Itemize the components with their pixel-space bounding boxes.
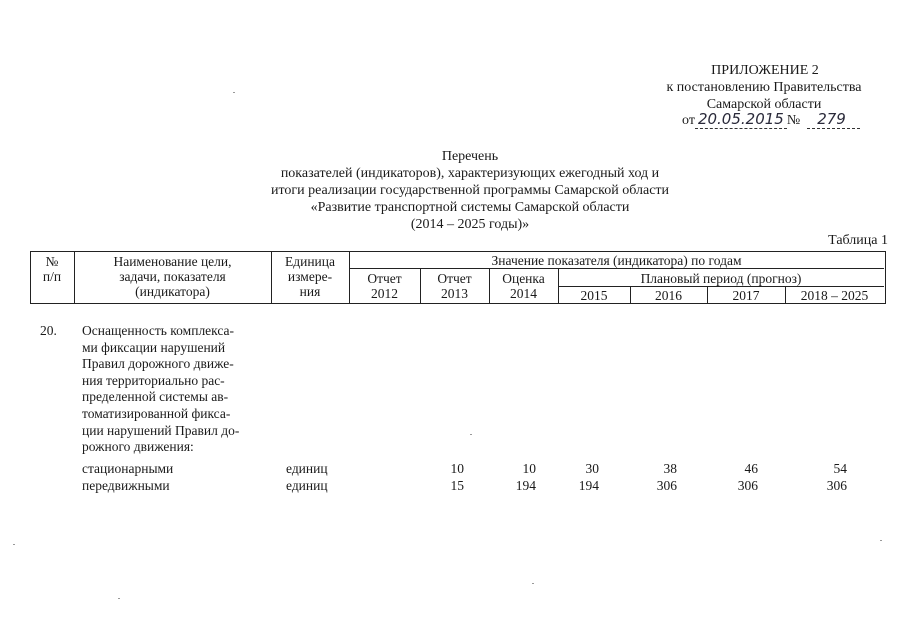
value-2015: 306 bbox=[656, 478, 677, 493]
scan-speck bbox=[233, 92, 235, 93]
appendix-line-region: Самарской области bbox=[706, 97, 822, 112]
value-2012: 10 bbox=[450, 461, 464, 476]
scan-speck bbox=[13, 544, 15, 545]
value-2014: 194 bbox=[578, 478, 599, 493]
handwritten-date: 20.05.2015 bbox=[695, 111, 787, 129]
row-name: Оснащенность комплекса- ми фиксации нарушений Правил дорожного движе- ния территориально рас- пределенной системы ав- томатизированной фикса- ции нарушений Правил до- рожного движения: bbox=[82, 323, 240, 455]
subrow-name: передвижными bbox=[82, 478, 170, 493]
header-report-2012: Отчет 2012 bbox=[367, 271, 402, 301]
document-subtitle-line: показателей (индикаторов), характеризующих ежегодный ход и bbox=[280, 166, 660, 181]
header-unit: Единица измере- ния bbox=[284, 254, 335, 299]
scan-speck bbox=[880, 540, 882, 541]
header-plan-2016: 2016 bbox=[655, 288, 682, 303]
header-plan-group: Плановый период (прогноз) bbox=[640, 271, 802, 286]
value-2016: 306 bbox=[737, 478, 758, 493]
subrow-unit: единиц bbox=[286, 461, 328, 476]
value-2017: 54 bbox=[833, 461, 847, 476]
value-2013: 194 bbox=[515, 478, 536, 493]
document-subtitle-line: (2014 – 2025 годы)» bbox=[410, 217, 530, 232]
header-name: Наименование цели, задачи, показателя (индикатора) bbox=[113, 254, 232, 299]
table-caption: Таблица 1 bbox=[828, 233, 888, 248]
scan-speck bbox=[118, 598, 120, 599]
value-2013: 10 bbox=[522, 461, 536, 476]
appendix-date-number-line bbox=[682, 111, 860, 129]
number-label: № bbox=[786, 113, 801, 128]
appendix-title: ПРИЛОЖЕНИЕ 2 bbox=[711, 63, 819, 78]
value-2015: 38 bbox=[663, 461, 677, 476]
header-num: № п/п bbox=[42, 254, 62, 284]
value-2016: 46 bbox=[744, 461, 758, 476]
row-number: 20. bbox=[40, 323, 57, 338]
document-subtitle-line: «Развитие транспортной системы Самарской области bbox=[310, 200, 630, 215]
header-divider bbox=[349, 268, 884, 269]
header-estimate-2014: Оценка 2014 bbox=[502, 271, 545, 301]
header-divider bbox=[558, 286, 884, 287]
handwritten-number: 279 bbox=[807, 111, 860, 129]
header-plan-2018-2025: 2018 – 2025 bbox=[800, 288, 869, 303]
appendix-line-resolution: к постановлению Правительства bbox=[666, 80, 862, 95]
subrow-unit: единиц bbox=[286, 478, 328, 493]
subrow-name: стационарными bbox=[82, 461, 174, 476]
header-values-group: Значение показателя (индикатора) по годам bbox=[491, 253, 742, 268]
value-2014: 30 bbox=[585, 461, 599, 476]
value-2012: 15 bbox=[450, 478, 464, 493]
document-title: Перечень bbox=[441, 149, 499, 164]
scan-speck bbox=[532, 583, 534, 584]
header-report-2013: Отчет 2013 bbox=[437, 271, 472, 301]
header-plan-2017: 2017 bbox=[732, 288, 760, 303]
value-2017: 306 bbox=[826, 478, 847, 493]
document-subtitle-line: итоги реализации государственной программы Самарской области bbox=[270, 183, 670, 198]
from-label: от bbox=[682, 113, 695, 128]
scan-speck bbox=[470, 434, 472, 435]
header-plan-2015: 2015 bbox=[580, 288, 608, 303]
